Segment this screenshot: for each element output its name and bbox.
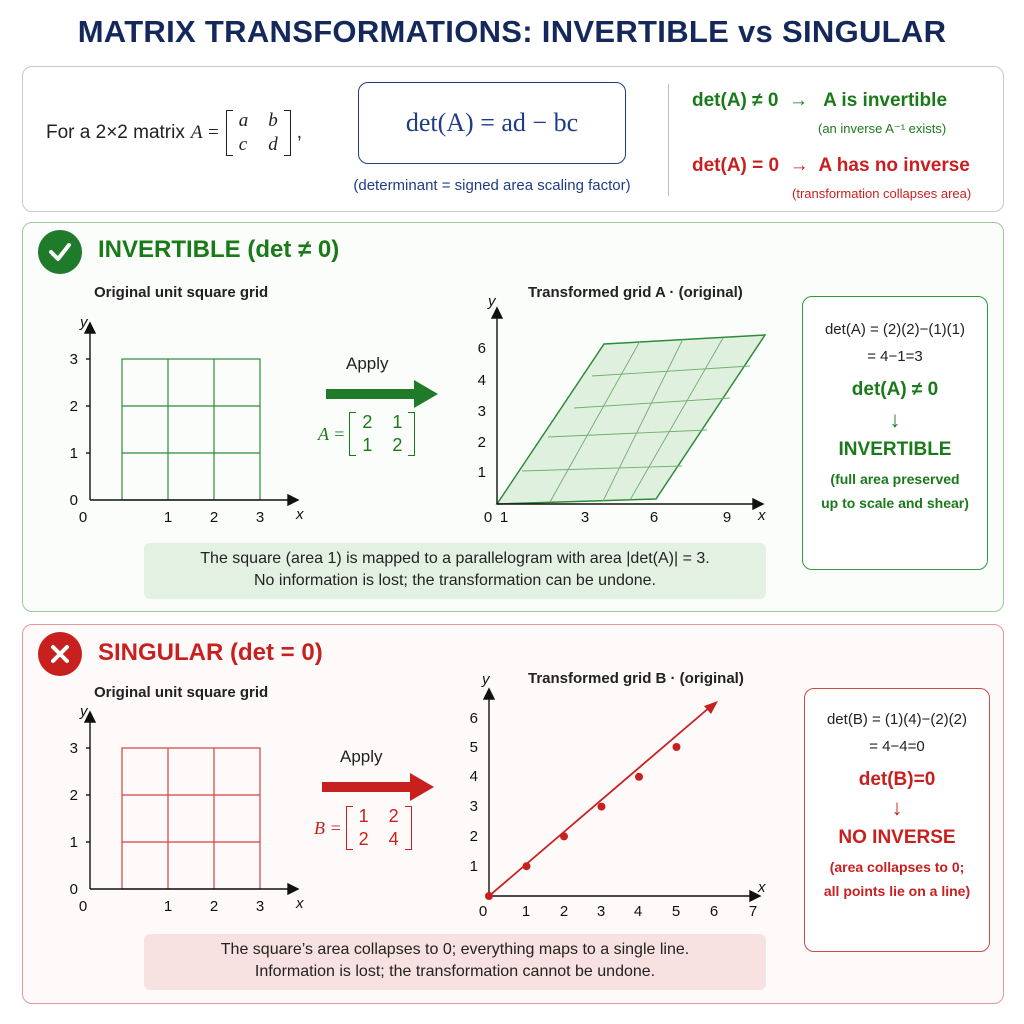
matrix-entry: 2 <box>388 806 399 826</box>
generic-matrix <box>226 110 291 156</box>
y-axis-label: y <box>488 293 496 310</box>
rule-invertible-note: (an inverse A⁻¹ exists) <box>818 121 947 136</box>
intro-statement <box>46 110 302 156</box>
apply-arrow-icon <box>326 380 440 408</box>
sing-caption <box>144 934 766 990</box>
x-axis-label: x <box>296 506 304 523</box>
apply-arrow-icon <box>322 773 436 801</box>
tick-label: 1 <box>163 509 173 526</box>
sing-calc-line1: det(B) = (1)(4)−(2)(2) <box>826 711 968 728</box>
tick-label: 7 <box>748 903 758 920</box>
divider <box>668 84 669 196</box>
sing-verdict-note-1: (area collapses to 0; <box>829 859 965 875</box>
tick-label: 2 <box>209 509 219 526</box>
tick-label: 4 <box>477 372 486 389</box>
matrix-entry: 1 <box>362 435 373 455</box>
tick-label: 1 <box>469 858 478 875</box>
inv-caption-line2: No information is lost; the transformation can be undone. <box>254 572 656 589</box>
tick-label: 0 <box>69 492 78 509</box>
determinant-formula-box <box>358 82 626 164</box>
tick-label: 0 <box>69 881 78 898</box>
inv-transformed-title: Transformed grid A · (original) <box>528 284 743 301</box>
tick-label: 5 <box>469 739 478 756</box>
tick-label: 3 <box>69 740 78 757</box>
line-arrowhead <box>704 701 718 714</box>
origin-point <box>485 892 493 900</box>
inv-original-title: Original unit square grid <box>94 284 269 301</box>
inv-calc-line1: det(A) = (2)(2)−(1)(1) <box>824 321 966 338</box>
down-arrow-icon: ↓ <box>891 795 903 820</box>
rule-singular: det(A) = 0 → A has no inverse <box>692 155 970 176</box>
x-axis-label: x <box>758 507 766 524</box>
singular-heading: SINGULAR (det = 0) <box>98 639 323 666</box>
sing-verdict-note-2: all points lie on a line) <box>823 883 971 899</box>
tick-label: 2 <box>559 903 569 920</box>
invertible-heading: INVERTIBLE (det ≠ 0) <box>98 236 340 263</box>
tick-label: 0 <box>78 509 88 526</box>
inv-calc-line2: = 4−1=3 <box>867 348 923 365</box>
inv-caption <box>144 543 766 599</box>
line-point <box>523 862 531 870</box>
tick-label: 6 <box>649 509 659 526</box>
tick-label: 6 <box>477 340 486 357</box>
inv-original-grid-plot <box>60 305 310 530</box>
sing-transformed-line-plot <box>460 670 780 920</box>
y-axis-label: y <box>482 671 490 688</box>
rule-singular-note: (transformation collapses area) <box>792 186 972 201</box>
inv-verdict: INVERTIBLE <box>838 439 952 460</box>
tick-label: 2 <box>469 828 478 845</box>
tick-label: 2 <box>477 434 486 451</box>
sing-caption-line1: The square’s area collapses to 0; everything maps to a single line. <box>220 941 690 958</box>
tick-label: 3 <box>580 509 590 526</box>
matrix-a-name: A = <box>318 423 346 444</box>
tick-label: 3 <box>596 903 606 920</box>
checkmark-icon <box>38 230 82 274</box>
sing-transformed-title: Transformed grid B · (original) <box>528 670 744 687</box>
matrix-entry: 1 <box>392 412 403 432</box>
tick-label: 1 <box>163 898 173 915</box>
matrix-entry: 4 <box>388 829 399 849</box>
matrix-entry: 2 <box>392 435 403 455</box>
line-point <box>673 743 681 751</box>
matrix-entry-b: b <box>268 110 278 131</box>
matrix-entry: 2 <box>358 829 369 849</box>
matrix-entry: 2 <box>362 412 373 432</box>
image-line <box>489 707 710 896</box>
matrix-a <box>318 412 415 456</box>
intro-prefix: For a 2×2 matrix <box>46 122 185 143</box>
formula-note: (determinant = signed area scaling factor) <box>353 177 631 194</box>
tick-label: 4 <box>469 768 478 785</box>
inv-result: det(A) ≠ 0 <box>851 379 939 400</box>
tick-label: 1 <box>499 509 509 526</box>
tick-label: 0 <box>78 898 88 915</box>
tick-label: 2 <box>69 787 78 804</box>
matrix-b-name: B = <box>314 817 342 838</box>
sing-original-grid-plot <box>60 694 310 919</box>
determinant-formula: det(A) = ad − bc <box>405 108 579 137</box>
sing-caption-line2: Information is lost; the transformation cannot be undone. <box>254 963 656 980</box>
inv-verdict-note-2: up to scale and shear) <box>821 495 969 511</box>
tick-label: 1 <box>69 834 78 851</box>
tick-label: 2 <box>209 898 219 915</box>
tick-label: 3 <box>255 898 265 915</box>
tick-label: 3 <box>477 403 486 420</box>
inv-apply-label: Apply <box>346 354 389 373</box>
x-axis-label: x <box>296 895 304 912</box>
sing-verdict: NO INVERSE <box>838 827 956 848</box>
tick-label: 6 <box>709 903 719 920</box>
rule-invertible: det(A) ≠ 0 → A is invertible <box>692 90 948 111</box>
tick-label: 3 <box>69 351 78 368</box>
tick-label: 1 <box>477 464 486 481</box>
sing-original-title: Original unit square grid <box>94 684 269 701</box>
matrix-entry-d: d <box>268 134 278 155</box>
inv-determinant-box <box>802 296 988 570</box>
sing-apply-label: Apply <box>340 747 383 766</box>
matrix-b <box>314 806 412 850</box>
tick-label: 4 <box>633 903 643 920</box>
sing-result: det(B)=0 <box>858 769 936 790</box>
tick-label: 9 <box>722 509 732 526</box>
tick-label: 3 <box>255 509 265 526</box>
inv-caption-line1: The square (area 1) is mapped to a parallelogram with area |det(A)| = 3. <box>200 550 710 567</box>
matrix-entry: 1 <box>358 806 369 826</box>
sing-calc-line2: = 4−4=0 <box>869 738 925 755</box>
line-point <box>598 803 606 811</box>
tick-label: 6 <box>469 710 478 727</box>
line-point <box>560 832 568 840</box>
matrix-entry-c: c <box>238 134 248 155</box>
tick-label: 5 <box>671 903 681 920</box>
tick-label: 1 <box>521 903 531 920</box>
tick-label: 2 <box>69 398 78 415</box>
tick-label: 3 <box>469 798 478 815</box>
inv-transformed-grid-plot <box>460 290 780 530</box>
tick-label: 0 <box>478 903 488 920</box>
y-axis-label: y <box>80 703 88 720</box>
tick-label: 1 <box>69 445 78 462</box>
matrix-entry-a: a <box>238 110 249 131</box>
y-axis-label: y <box>80 314 88 331</box>
sing-determinant-box <box>804 688 990 952</box>
intro-matrix-name: A = <box>190 122 220 143</box>
inv-verdict-note-1: (full area preserved <box>830 471 960 487</box>
x-axis-label: x <box>758 879 766 896</box>
page-title: MATRIX TRANSFORMATIONS: INVERTIBLE vs SINGULAR <box>77 14 947 49</box>
intro-suffix: , <box>296 122 302 143</box>
tick-label: 0 <box>483 509 493 526</box>
down-arrow-icon: ↓ <box>889 407 901 432</box>
cross-icon <box>38 632 82 676</box>
line-point <box>635 773 643 781</box>
